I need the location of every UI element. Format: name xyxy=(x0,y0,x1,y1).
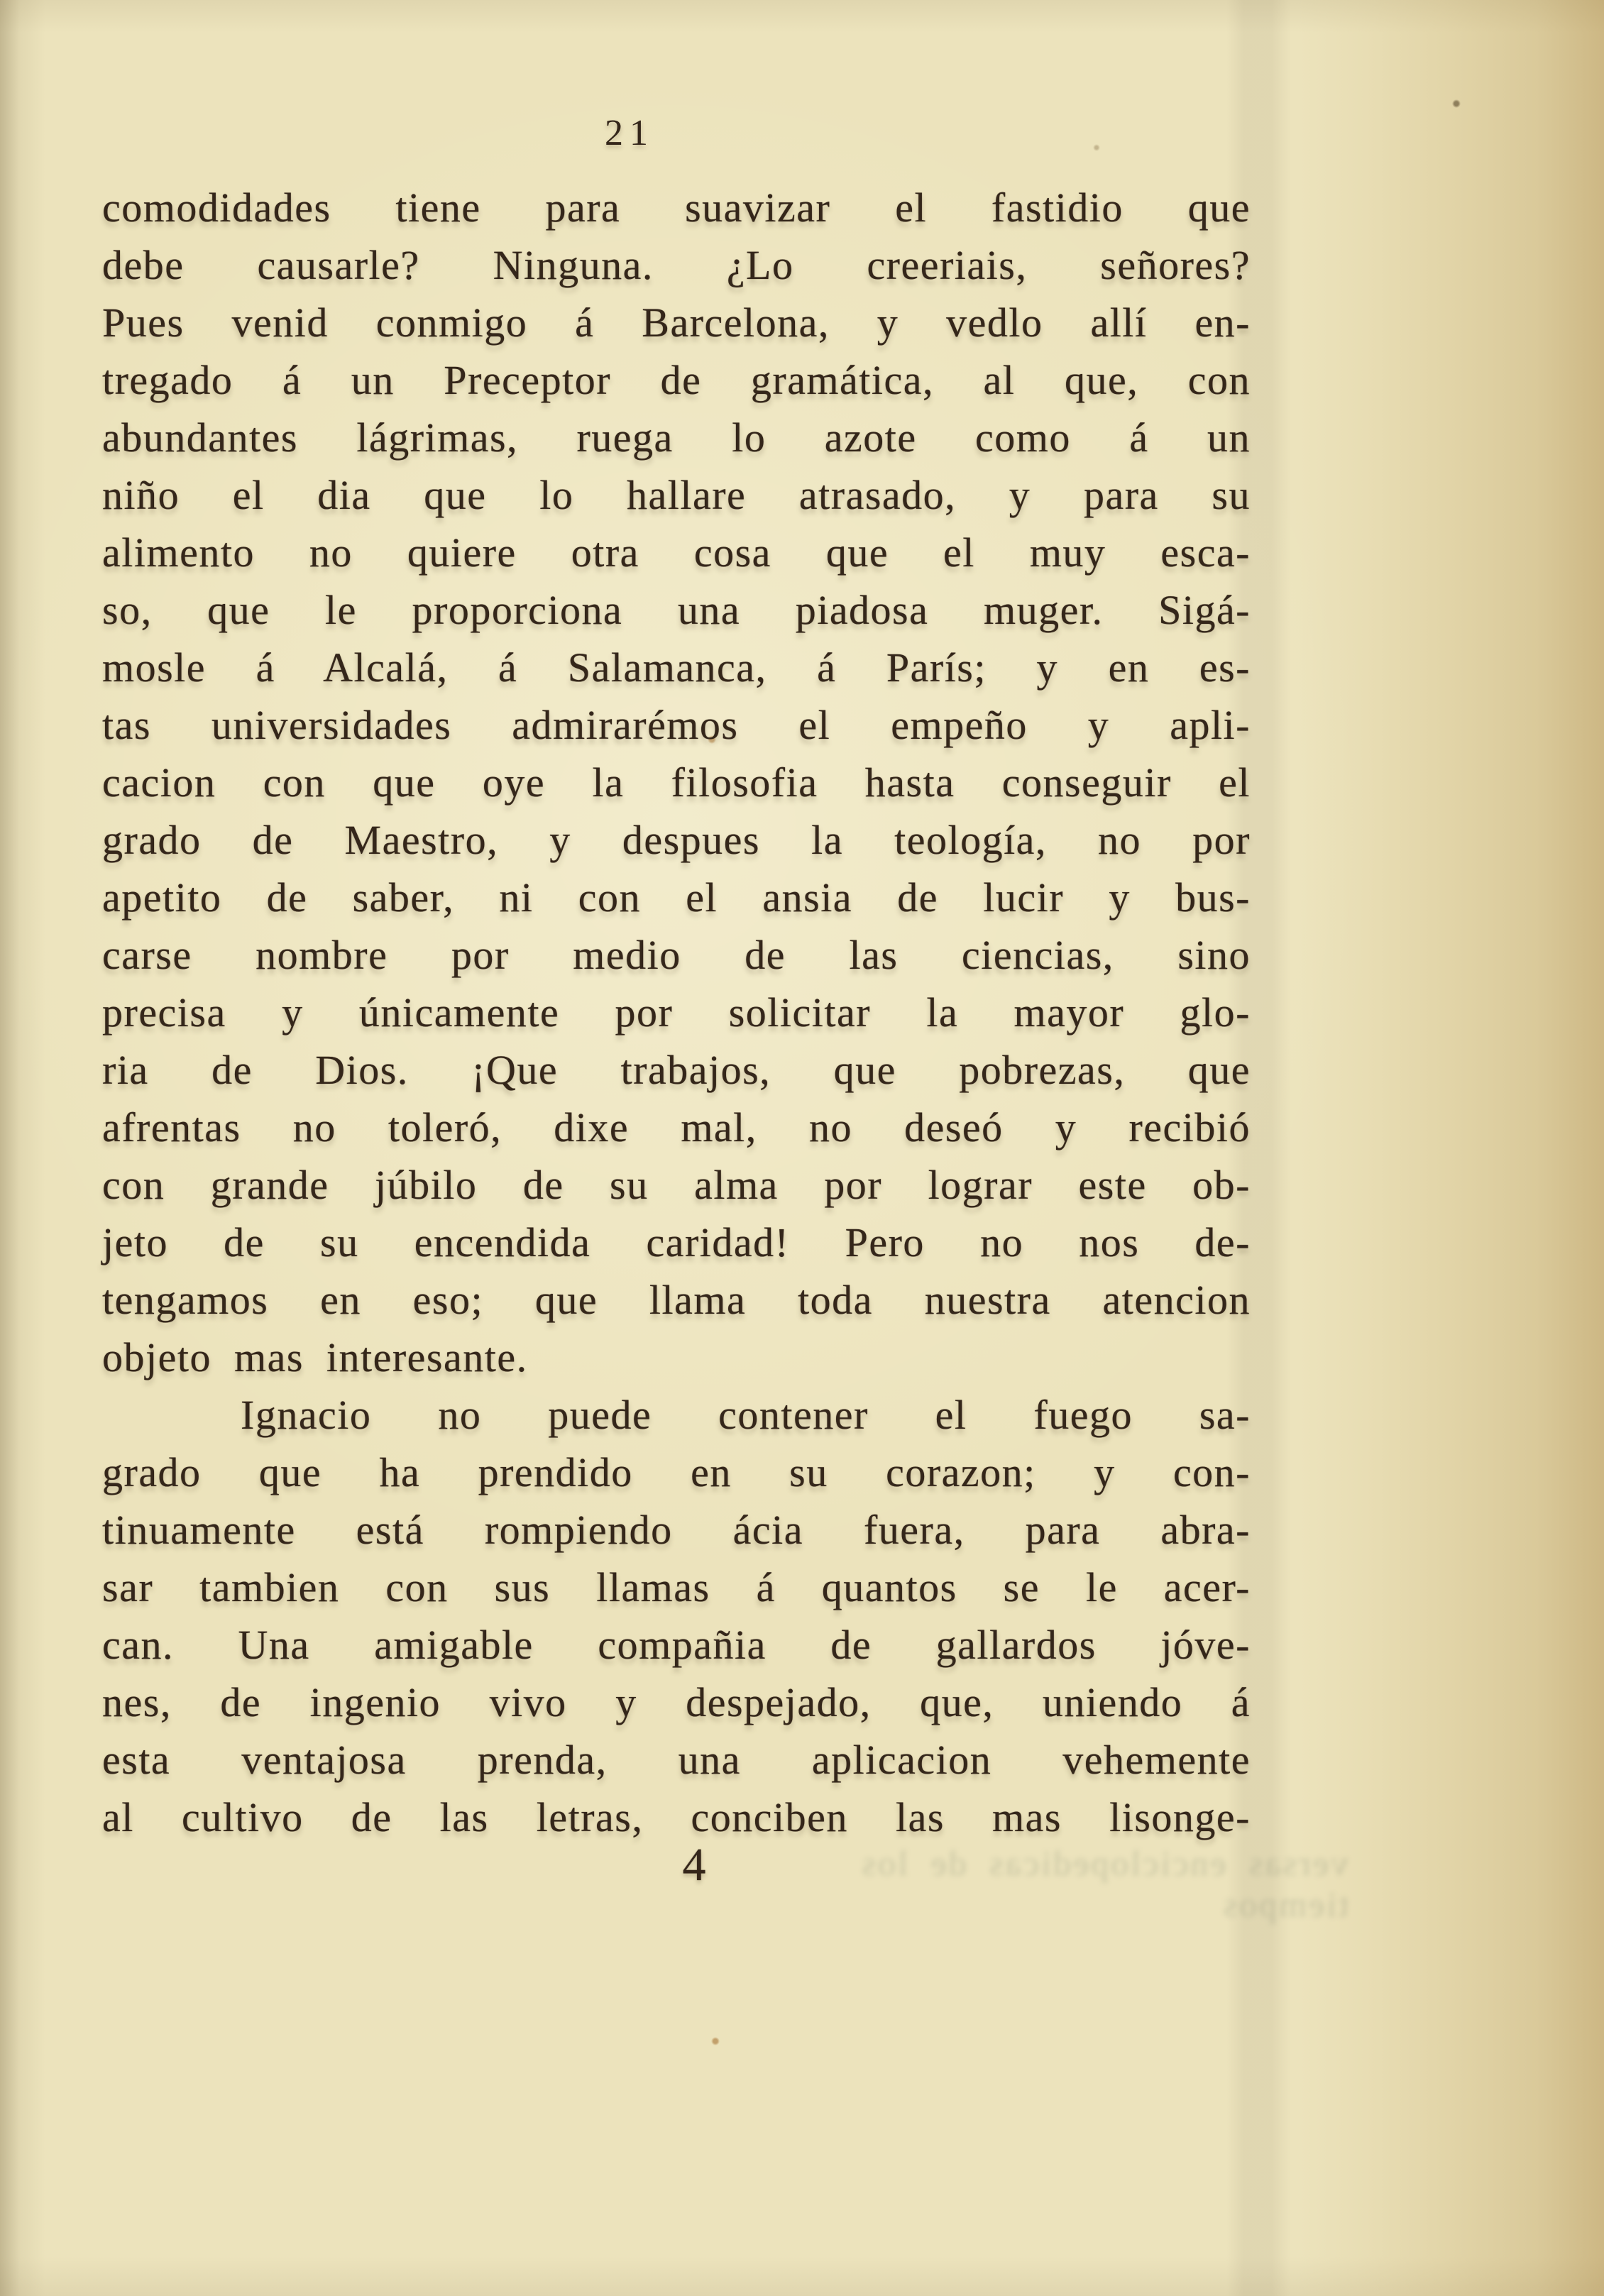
text-line: con grande júbilo de su alma por lograr este ob- xyxy=(102,1162,1251,1208)
text-line: jeto de su encendida caridad! Pero no nos de- xyxy=(102,1219,1251,1265)
text-line: Pues venid conmigo á Barcelona, y vedlo allí en- xyxy=(102,300,1251,346)
text-line: abundantes lágrimas, ruega lo azote como á un xyxy=(102,414,1251,461)
show-through-text: versas enciclopedicas de los tiempos xyxy=(859,1843,1348,1924)
text-block xyxy=(102,179,1251,1846)
text-line: esta ventajosa prenda, una aplicacion vehemente xyxy=(102,1737,1251,1783)
text-line: mosle á Alcalá, á Salamanca, á París; y en es- xyxy=(102,644,1251,691)
text-line: so, que le proporciona una piadosa muger. Sigá- xyxy=(102,587,1251,633)
text-line: al cultivo de las letras, conciben las mas lisonge- xyxy=(102,1794,1251,1840)
text-line: sar tambien con sus llamas á quantos se le acer- xyxy=(102,1564,1251,1610)
text-line: apetito de saber, ni con el ansia de lucir y bus- xyxy=(102,874,1251,921)
text-line: tinuamente está rompiendo ácia fuera, para abra- xyxy=(102,1507,1251,1553)
text-line: debe causarle? Ninguna. ¿Lo creeriais, señores? xyxy=(102,242,1251,288)
page-number: 21 xyxy=(605,113,654,153)
text-line: ria de Dios. ¡Que trabajos, que pobrezas, que xyxy=(102,1047,1251,1093)
text-line-paragraph-end: objeto mas interesante. xyxy=(102,1334,528,1380)
text-line: niño el dia que lo hallare atrasado, y para su xyxy=(102,472,1251,518)
text-line: grado de Maestro, y despues la teología, no por xyxy=(102,817,1251,863)
text-line: tregado á un Preceptor de gramática, al que, con xyxy=(102,357,1251,403)
text-line: grado que ha prendido en su corazon; y con- xyxy=(102,1449,1251,1495)
text-line: can. Una amigable compañia de gallardos jóve- xyxy=(102,1622,1251,1668)
text-line: nes, de ingenio vivo y despejado, que, uniendo á xyxy=(102,1679,1251,1725)
text-line: comodidades tiene para suavizar el fastidio que xyxy=(102,185,1251,231)
signature-mark: 4 xyxy=(682,1839,706,1891)
text-line: precisa y únicamente por solicitar la mayor glo- xyxy=(102,989,1251,1036)
text-line: alimento no quiere otra cosa que el muy esca- xyxy=(102,529,1251,576)
text-line: cacion con que oye la filosofia hasta conseguir el xyxy=(102,759,1251,806)
text-line: tas universidades admirarémos el empeño y apli- xyxy=(102,702,1251,748)
text-line: carse nombre por medio de las ciencias, sino xyxy=(102,932,1251,978)
text-line: tengamos en eso; que llama toda nuestra atencion xyxy=(102,1277,1251,1323)
text-line-paragraph-start: Ignacio no puede contener el fuego sa- xyxy=(241,1392,1251,1438)
text-line: afrentas no toleró, dixe mal, no deseó y recibió xyxy=(102,1104,1251,1150)
